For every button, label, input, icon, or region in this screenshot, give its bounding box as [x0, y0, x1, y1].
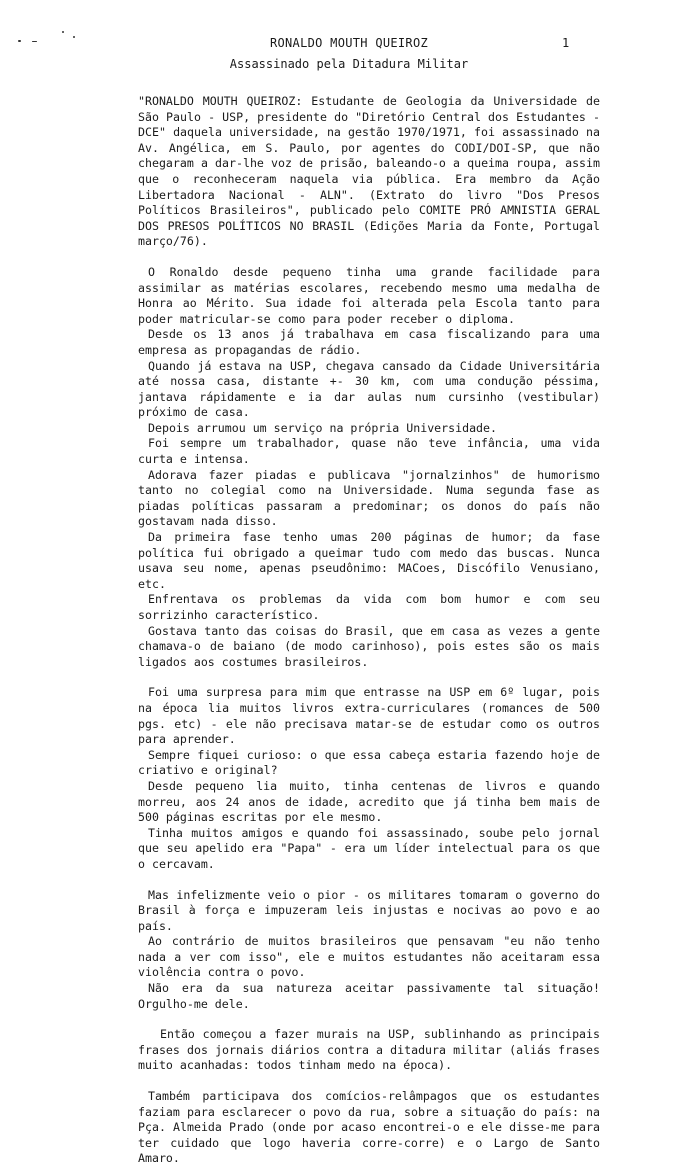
body-paragraph: Ao contrário de muitos brasileiros que pensavam "eu não tenho nada a ver com isso", ele e muitos estudantes não aceitaram essa violência contra o povo. [138, 934, 600, 980]
body-paragraph: Sempre fiquei curioso: o que essa cabeça estaria fazendo hoje de criativo e original? [138, 747, 600, 778]
body-paragraph: Também participava dos comícios-relâmpagos que os estudantes faziam para esclarecer o povo da rua, sobre a situação do país: na Pça. Almeida Prado (onde por acaso encontrei-o e ele disse-me para ter cuidado que logo haveria corre-corre) e o Largo de Santo Amaro. [138, 1089, 600, 1166]
body-paragraph: Quando já estava na USP, chegava cansado da Cidade Universitária até nossa casa, distante +- 30 km, com uma condução péssima, jantava rápidamente e ia dar aulas num cursinho (vestibular) próximo de casa. [138, 358, 600, 420]
body-paragraph: Adorava fazer piadas e publicava "jornalzinhos" de humorismo tanto no colegial como na Universidade. Numa segunda fase as piadas políticas passaram a predominar; os donos do país não gostavam nada disso. [138, 467, 600, 529]
body-paragraph: Foi sempre um trabalhador, quase não teve infância, uma vida curta e intensa. [138, 436, 600, 467]
body-paragraph: Tinha muitos amigos e quando foi assassinado, soube pelo jornal que seu apelido era "Papa" - era um líder intelectual para os que o cercavam. [138, 825, 600, 871]
document-header-name: RONALDO MOUTH QUEIROZ [269, 36, 429, 50]
document-body [138, 94, 600, 1167]
body-paragraph: Desde pequeno lia muito, tinha centenas de livros e quando morreu, aos 24 anos de idade, acredito que já tinha bem mais de 500 páginas escritas por ele mesmo. [138, 778, 600, 825]
body-paragraph: Gostava tanto das coisas do Brasil, que em casa as vezes a gente chamava-o de baiano (de modo carinhoso), pois estes são os mais ligados aos costumes brasileiros. [138, 623, 600, 669]
body-paragraph: Mas infelizmente veio o pior - os militares tomaram o governo do Brasil à força e impuzeram leis injustas e nocivas ao povo e ao país. [138, 887, 600, 933]
body-paragraph: Enfrentava os problemas da vida com bom humor e com seu sorrizinho característico. [138, 592, 600, 622]
body-paragraph: Da primeira fase tenho umas 200 páginas de humor; da fase política fui obrigado a queimar tudo com medo das buscas. Nunca usava seu nome, apenas pseudônimo: MACoes, Discófilo Venusiano, etc. [138, 530, 600, 591]
page-number: 1 [562, 36, 570, 50]
body-paragraph: O Ronaldo desde pequeno tinha uma grande facilidade para assimilar as matérias escolares, recebendo mesmo uma medalha de Honra ao Mérito. Sua idade foi alterada pela Escola tanto para poder matricular-se como para poder receber o diploma. [138, 264, 600, 326]
opening-quote-paragraph: "RONALDO MOUTH QUEIROZ: Estudante de Geologia da Universidade de São Paulo - USP, presidente do "Diretório Central dos Estudantes - DCE" daquela universidade, na gestão 1970/1971, foi assassinado na Av. Angélica, em S. Paulo, por agentes do CODI/DOI-SP, que não chegaram a dar-lhe voz de prisão, baleando-o a queima roupa, assim que o reconheceram naquela via pública. Era membro da Ação Libertadora Nacional - ALN". (Extrato do livro "Dos Presos Políticos Brasileiros", publicado pelo COMITE PRÓ AMNISTIA GERAL DOS PRESOS POLÍTICOS NO BRASIL (Edições Maria da Fonte, Portugal março/76). [138, 94, 600, 249]
body-paragraph: Então começou a fazer murais na USP, sublinhando as principais frases dos jornais diários contra a ditadura militar (aliás frases muito acanhadas: todos tinham medo na época). [138, 1027, 600, 1073]
document-subtitle: Assassinado pela Ditadura Militar [229, 57, 469, 71]
body-paragraph: Foi uma surpresa para mim que entrasse na USP em 6º lugar, pois na época lia muitos livros extra-curriculares (romances de 500 pgs. etc) - ele não precisava matar-se de estudar como os outros para aprender. [138, 685, 600, 747]
body-paragraph: Não era da sua natureza aceitar passivamente tal situação! Orgulho-me dele. [138, 981, 600, 1011]
body-paragraph: Desde os 13 anos já trabalhava em casa fiscalizando para uma empresa as propagandas de rádio. [138, 327, 600, 357]
body-paragraph: Depois arrumou um serviço na própria Universidade. [148, 420, 498, 435]
